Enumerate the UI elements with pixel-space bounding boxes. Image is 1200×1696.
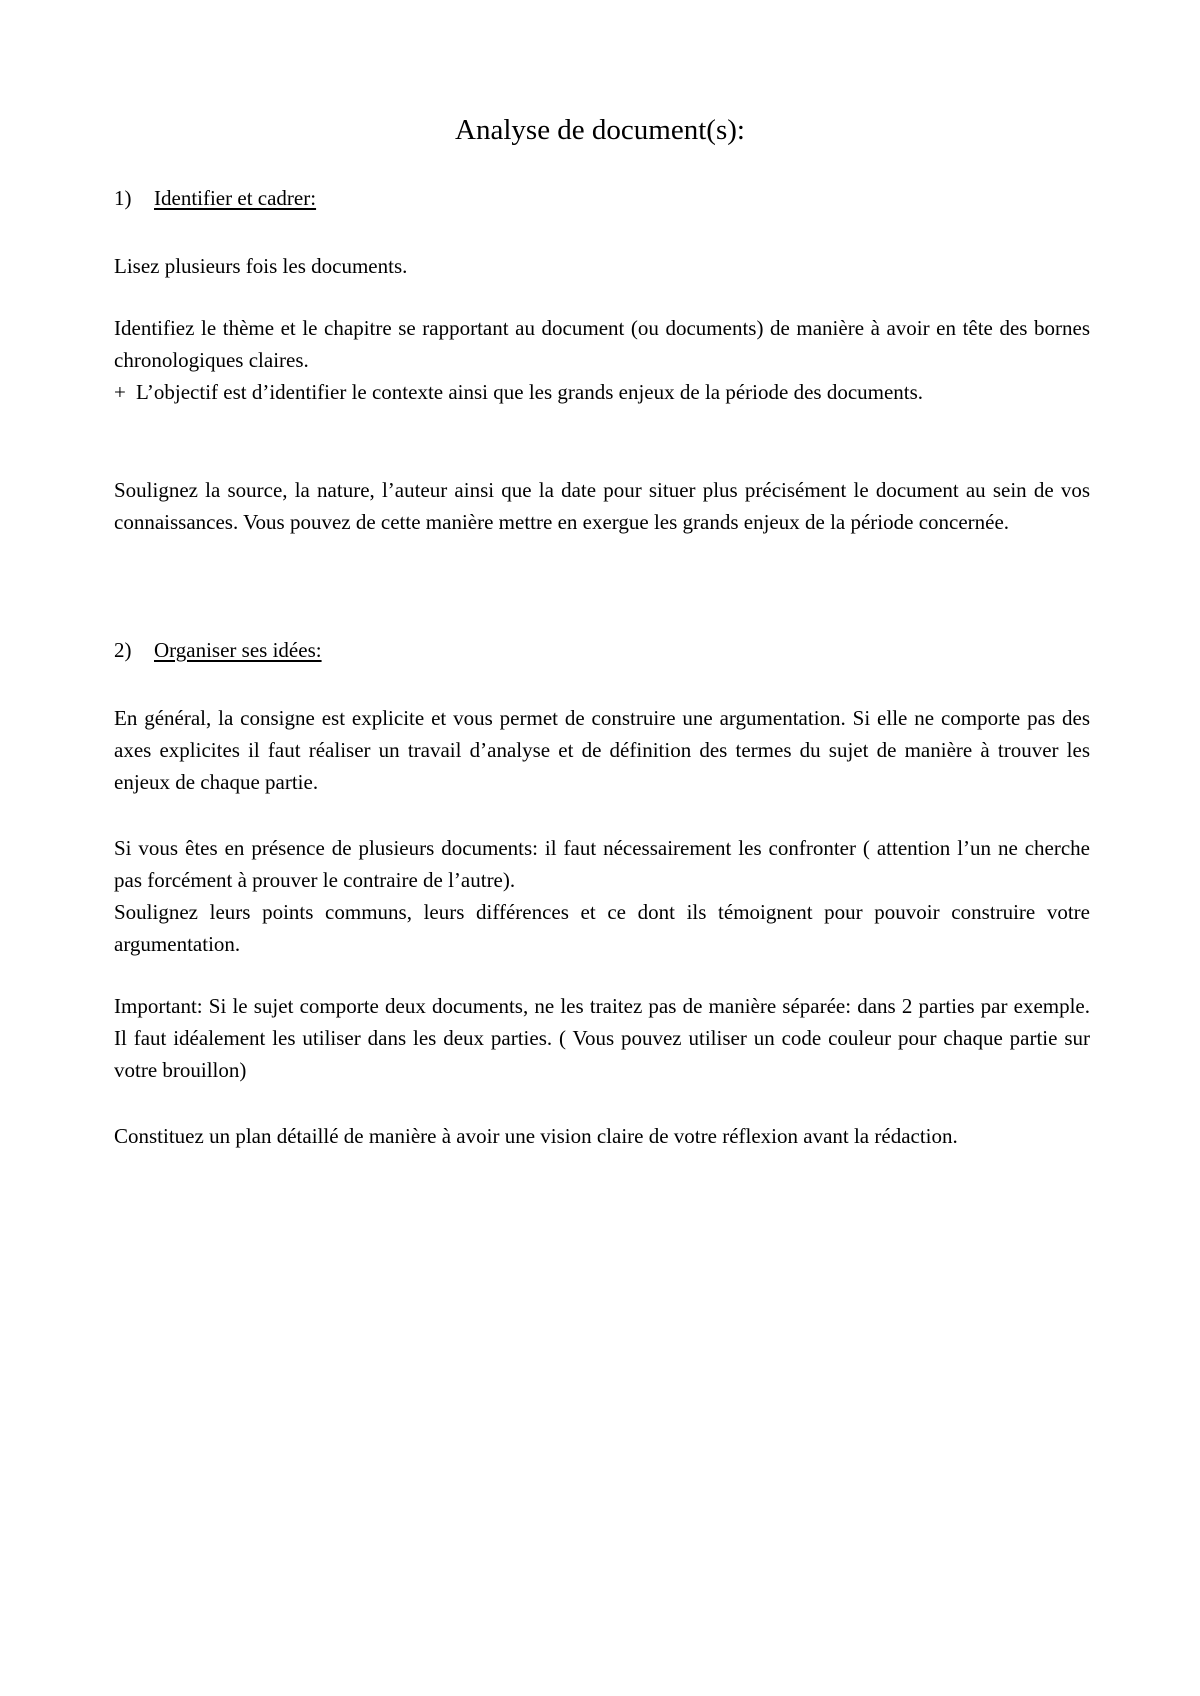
- section-1-paragraph-3: Soulignez la source, la nature, l’auteur ainsi que la date pour situer plus précisément le document au sein de vos connaissances. Vous pouvez de cette manière mettre en exergue les grands enjeux de la période concernée.: [114, 478, 1090, 534]
- section-1-heading: [114, 184, 316, 212]
- section-2-title: Organiser ses idées:: [154, 638, 322, 662]
- section-2-paragraph-3: Important: Si le sujet comporte deux documents, ne les traitez pas de manière séparée: dans 2 parties par exemple. Il faut idéalement les utiliser dans les deux parties. ( Vous pouvez utiliser un code couleur pour chaque partie sur votre brouillon): [114, 994, 1090, 1082]
- section-1-title: Identifier et cadrer:: [154, 186, 317, 210]
- section-1-bullet-text: L’objectif est d’identifier le contexte ainsi que les grands enjeux de la période des documents.: [136, 380, 924, 404]
- section-2-paragraph-2a: Si vous êtes en présence de plusieurs documents: il faut nécessairement les confronter ( attention l’un ne cherche pas forcément à prouver le contraire de l’autre).: [114, 836, 1090, 892]
- section-2-heading: [114, 636, 322, 664]
- document-title: Analyse de document(s):: [455, 114, 745, 146]
- section-2-paragraph-1: En général, la consigne est explicite et vous permet de construire une argumentation. Si elle ne comporte pas des axes explicites il faut réaliser un travail d’analyse et de définition des termes du sujet de manière à trouver les enjeux de chaque partie.: [114, 706, 1090, 794]
- section-2-number: 2): [114, 638, 132, 662]
- section-2-paragraph-4: Constituez un plan détaillé de manière à avoir une vision claire de votre réflexion avant la rédaction.: [114, 1124, 958, 1148]
- section-1-paragraph-1: Lisez plusieurs fois les documents.: [114, 254, 408, 278]
- section-1-paragraph-2: Identifiez le thème et le chapitre se rapportant au document (ou documents) de manière à avoir en tête des bornes chronologiques claires.: [114, 316, 1090, 372]
- section-1-bullet: [114, 376, 1090, 408]
- section-1-number: 1): [114, 186, 132, 210]
- section-2-paragraph-2b: Soulignez leurs points communs, leurs différences et ce dont ils témoignent pour pouvoir construire votre argumentation.: [114, 900, 1090, 956]
- bullet-plus-mark: +: [114, 380, 126, 404]
